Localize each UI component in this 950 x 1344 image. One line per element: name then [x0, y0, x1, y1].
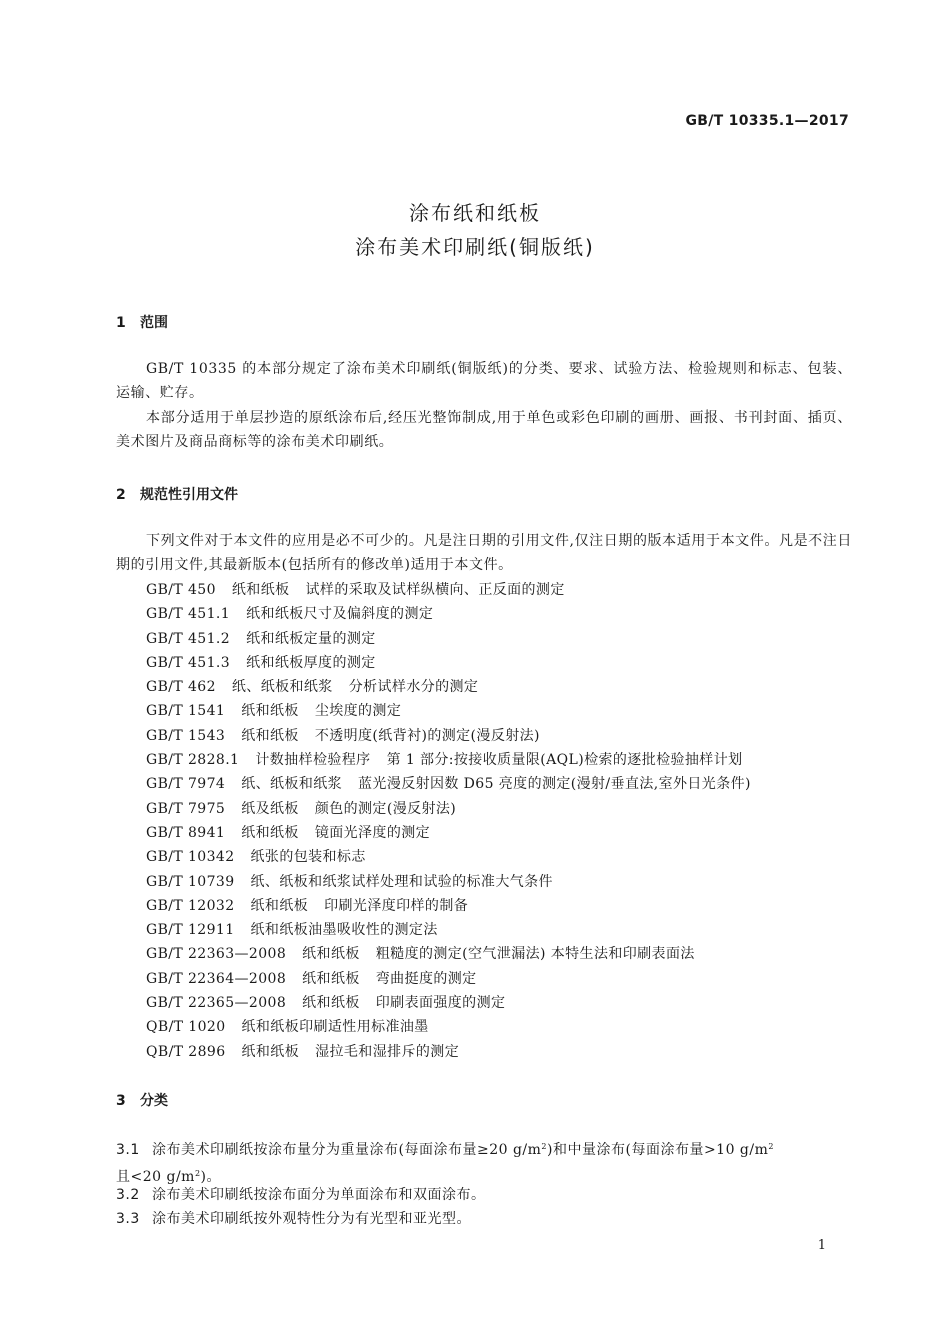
reference-item: [146, 627, 751, 651]
section-3-heading: [116, 1090, 168, 1110]
reference-item: [146, 578, 751, 602]
reference-subtitle: 镜面光泽度的测定: [314, 824, 431, 841]
reference-title: 纸和纸板油墨吸收性的测定法: [250, 922, 438, 939]
reference-item: [146, 1040, 751, 1064]
reference-subtitle: 蓝光漫反射因数 D65 亮度的测定(漫射/垂直法,室外日光条件): [358, 776, 751, 793]
clause-text: 涂布美术印刷纸按涂布面分为单面涂布和双面涂布。: [152, 1187, 486, 1203]
reference-item: [146, 724, 751, 748]
reference-code: GB/T 7975: [146, 800, 226, 817]
reference-code: QB/T 1020: [146, 1019, 226, 1036]
reference-item: [146, 894, 751, 918]
reference-item: [146, 942, 751, 966]
reference-code: GB/T 450: [146, 582, 216, 598]
reference-item: [146, 748, 751, 772]
reference-item: [146, 651, 751, 675]
clause-3-3: [116, 1208, 852, 1231]
reference-title: 纸和纸板厚度的测定: [246, 654, 376, 671]
reference-item: [146, 870, 751, 894]
reference-subtitle: 试样的采取及试样纵横向、正反面的测定: [305, 582, 565, 598]
reference-item: [146, 918, 751, 942]
reference-subtitle: 印刷表面强度的测定: [375, 995, 506, 1012]
reference-code: GB/T 1541: [146, 703, 226, 720]
document-title-line2: 涂布美术印刷纸(铜版纸): [355, 235, 595, 259]
reference-item: [146, 699, 751, 723]
reference-title: 纸、纸板和纸浆: [241, 776, 343, 793]
reference-title: 纸和纸板: [241, 824, 299, 841]
reference-title: 计数抽样检验程序: [255, 752, 371, 769]
reference-title: 纸和纸板: [241, 727, 299, 744]
reference-title: 纸和纸板: [241, 1043, 300, 1060]
section-2-paragraph-1: 下列文件对于本文件的应用是必不可少的。凡是注日期的引用文件,仅注日期的版本适用于本文件。凡是不注日期的引用文件,其最新版本(包括所有的修改单)适用于本文件。: [116, 533, 852, 573]
reference-subtitle: 不透明度(纸背衬)的测定(漫反射法): [314, 727, 540, 744]
section-number: 2: [116, 487, 126, 503]
superscript: 2: [541, 1142, 548, 1151]
reference-subtitle: 弯曲挺度的测定: [375, 970, 477, 987]
reference-code: GB/T 451.1: [146, 606, 231, 623]
clause-text: 涂布美术印刷纸按外观特性分为有光型和亚光型。: [152, 1211, 471, 1227]
reference-title: 纸和纸板: [302, 995, 360, 1012]
reference-item: [146, 772, 751, 796]
reference-code: GB/T 22365—2008: [146, 995, 287, 1012]
reference-code: GB/T 10342: [146, 849, 235, 866]
section-title: 分类: [140, 1093, 168, 1109]
section-title: 规范性引用文件: [140, 487, 238, 503]
reference-code: GB/T 462: [146, 679, 216, 696]
section-2-heading: [116, 484, 238, 504]
reference-title: 纸和纸板: [241, 703, 299, 720]
reference-item: [146, 675, 751, 699]
reference-subtitle: 粗糙度的测定(空气泄漏法) 本特生法和印刷表面法: [375, 946, 695, 963]
reference-title: 纸张的包装和标志: [250, 849, 366, 866]
section-title: 范围: [140, 315, 168, 331]
section-1-paragraph-2: 本部分适用于单层抄造的原纸涂布后,经压光整饰制成,用于单色或彩色印刷的画册、画报、书刊封面、插页、美术图片及商品商标等的涂布美术印刷纸。: [116, 410, 852, 450]
reference-code: GB/T 1543: [146, 727, 226, 744]
reference-item: [146, 991, 751, 1015]
clause-text-a: 涂布美术印刷纸按涂布量分为重量涂布(每面涂布量≥20 g/m: [152, 1142, 542, 1158]
reference-subtitle: 尘埃度的测定: [314, 703, 402, 720]
section-number: 3: [116, 1093, 126, 1109]
reference-item: [146, 845, 751, 869]
document-title-line1: 涂布纸和纸板: [409, 201, 541, 225]
clause-number: 3.2: [116, 1187, 140, 1203]
clause-text-b: )和中量涂布(每面涂布量>10 g/m: [547, 1142, 769, 1158]
clause-3-2: [116, 1184, 852, 1207]
reference-item: [146, 602, 751, 626]
reference-code: GB/T 22364—2008: [146, 970, 287, 987]
reference-code: GB/T 451.2: [146, 630, 231, 647]
section-1-paragraph-1: GB/T 10335 的本部分规定了涂布美术印刷纸(铜版纸)的分类、要求、试验方法、检验规则和标志、包装、运输、贮存。: [116, 361, 852, 401]
reference-code: QB/T 2896: [146, 1043, 226, 1060]
page-number: 1: [817, 1238, 826, 1253]
clause-text-d: )。: [200, 1169, 222, 1185]
section-number: 1: [116, 315, 126, 331]
reference-title: 纸和纸板定量的测定: [246, 630, 376, 647]
reference-title: 纸和纸板: [250, 897, 309, 914]
reference-title: 纸和纸板尺寸及偏斜度的测定: [246, 606, 434, 623]
reference-item: [146, 821, 751, 845]
reference-list: [146, 578, 751, 1064]
reference-title: 纸、纸板和纸浆: [231, 679, 333, 696]
reference-title: 纸和纸板印刷适性用标准油墨: [241, 1019, 429, 1036]
reference-subtitle: 颜色的测定(漫反射法): [314, 800, 457, 817]
reference-subtitle: 分析试样水分的测定: [348, 679, 479, 696]
reference-title: 纸和纸板: [231, 582, 290, 598]
reference-title: 纸和纸板: [302, 946, 360, 963]
standard-code: GB/T 10335.1—2017: [685, 113, 849, 129]
reference-code: GB/T 451.3: [146, 654, 231, 671]
reference-code: GB/T 7974: [146, 776, 226, 793]
reference-item: [146, 1015, 751, 1039]
reference-title: 纸及纸板: [241, 800, 299, 817]
section-1-heading: [116, 312, 168, 332]
clause-number: 3.3: [116, 1211, 140, 1227]
reference-subtitle: 湿拉毛和湿排斥的测定: [315, 1043, 460, 1060]
reference-code: GB/T 22363—2008: [146, 946, 287, 963]
reference-code: GB/T 12032: [146, 897, 235, 914]
reference-subtitle: 印刷光泽度印样的制备: [324, 897, 469, 914]
reference-subtitle: 第 1 部分:按接收质量限(AQL)检索的逐批检验抽样计划: [386, 752, 743, 769]
reference-code: GB/T 2828.1: [146, 752, 240, 769]
clause-3-1: [116, 1135, 852, 1189]
reference-code: GB/T 12911: [146, 922, 235, 939]
reference-title: 纸、纸板和纸浆试样处理和试验的标准大气条件: [250, 873, 553, 890]
reference-item: [146, 967, 751, 991]
reference-code: GB/T 8941: [146, 824, 226, 841]
reference-item: [146, 797, 751, 821]
reference-title: 纸和纸板: [302, 970, 360, 987]
clause-number: 3.1: [116, 1142, 140, 1158]
clause-text-c: 且<20 g/m: [116, 1169, 195, 1185]
superscript: 2: [768, 1142, 774, 1151]
reference-code: GB/T 10739: [146, 873, 235, 890]
superscript: 2: [194, 1169, 201, 1178]
